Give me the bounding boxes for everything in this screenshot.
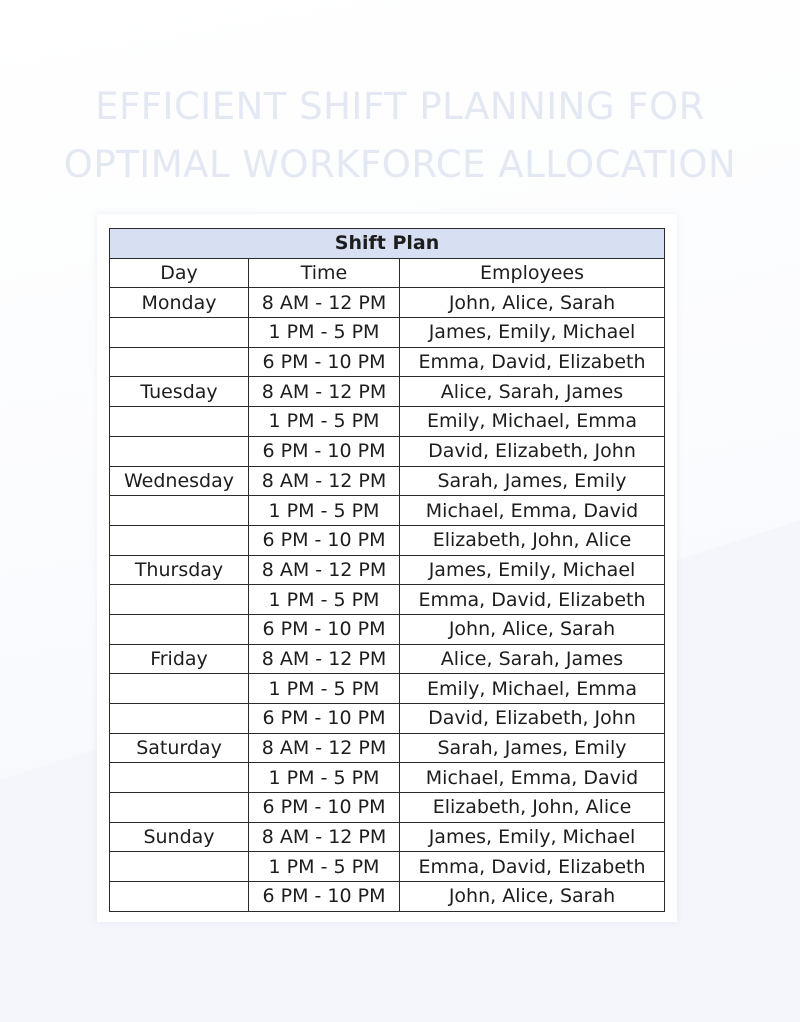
cell-day	[110, 525, 249, 555]
table-row	[110, 793, 665, 823]
table-row	[110, 407, 665, 437]
cell-time: 1 PM - 5 PM	[249, 318, 400, 348]
cell-day: Monday	[110, 288, 249, 318]
table-row	[110, 644, 665, 674]
table-row	[110, 436, 665, 466]
table-row	[110, 496, 665, 526]
table-row	[110, 318, 665, 348]
cell-employees: Emily, Michael, Emma	[400, 407, 665, 437]
table-row	[110, 704, 665, 734]
cell-time: 1 PM - 5 PM	[249, 763, 400, 793]
cell-day	[110, 347, 249, 377]
page-title-line-1: EFFICIENT SHIFT PLANNING FOR	[95, 85, 705, 128]
cell-day: Tuesday	[110, 377, 249, 407]
cell-employees: John, Alice, Sarah	[400, 288, 665, 318]
cell-day	[110, 704, 249, 734]
column-header-day: Day	[110, 258, 249, 288]
cell-employees: James, Emily, Michael	[400, 822, 665, 852]
cell-employees: Elizabeth, John, Alice	[400, 793, 665, 823]
cell-employees: Alice, Sarah, James	[400, 377, 665, 407]
cell-employees: Michael, Emma, David	[400, 763, 665, 793]
cell-time: 8 AM - 12 PM	[249, 733, 400, 763]
cell-employees: James, Emily, Michael	[400, 318, 665, 348]
table-row	[110, 822, 665, 852]
cell-time: 1 PM - 5 PM	[249, 496, 400, 526]
cell-day	[110, 614, 249, 644]
table-row	[110, 347, 665, 377]
cell-time: 8 AM - 12 PM	[249, 377, 400, 407]
table-row	[110, 585, 665, 615]
cell-time: 6 PM - 10 PM	[249, 704, 400, 734]
table-row	[110, 614, 665, 644]
cell-employees: Emma, David, Elizabeth	[400, 585, 665, 615]
cell-employees: Emma, David, Elizabeth	[400, 347, 665, 377]
cell-employees: Michael, Emma, David	[400, 496, 665, 526]
table-row	[110, 377, 665, 407]
table-row	[110, 525, 665, 555]
cell-day	[110, 763, 249, 793]
table-row	[110, 882, 665, 912]
cell-time: 6 PM - 10 PM	[249, 614, 400, 644]
cell-day	[110, 436, 249, 466]
table-body	[110, 288, 665, 911]
table-title-row	[110, 229, 665, 259]
table-row	[110, 674, 665, 704]
cell-day	[110, 585, 249, 615]
cell-employees: Alice, Sarah, James	[400, 644, 665, 674]
cell-time: 8 AM - 12 PM	[249, 644, 400, 674]
cell-time: 8 AM - 12 PM	[249, 288, 400, 318]
cell-day	[110, 793, 249, 823]
table-row	[110, 763, 665, 793]
cell-employees: Sarah, James, Emily	[400, 733, 665, 763]
cell-day: Saturday	[110, 733, 249, 763]
cell-employees: James, Emily, Michael	[400, 555, 665, 585]
column-header-time: Time	[249, 258, 400, 288]
cell-employees: John, Alice, Sarah	[400, 882, 665, 912]
table-row	[110, 466, 665, 496]
cell-day	[110, 407, 249, 437]
shift-plan-table	[109, 228, 665, 912]
cell-employees: Emma, David, Elizabeth	[400, 852, 665, 882]
cell-time: 1 PM - 5 PM	[249, 585, 400, 615]
cell-time: 8 AM - 12 PM	[249, 466, 400, 496]
cell-day: Friday	[110, 644, 249, 674]
cell-time: 8 AM - 12 PM	[249, 555, 400, 585]
cell-time: 6 PM - 10 PM	[249, 347, 400, 377]
cell-time: 1 PM - 5 PM	[249, 852, 400, 882]
table-title: Shift Plan	[110, 229, 665, 259]
cell-time: 6 PM - 10 PM	[249, 525, 400, 555]
cell-employees: Emily, Michael, Emma	[400, 674, 665, 704]
cell-employees: David, Elizabeth, John	[400, 704, 665, 734]
cell-day: Thursday	[110, 555, 249, 585]
cell-time: 8 AM - 12 PM	[249, 822, 400, 852]
cell-day: Sunday	[110, 822, 249, 852]
cell-time: 6 PM - 10 PM	[249, 882, 400, 912]
page-title-line-2: OPTIMAL WORKFORCE ALLOCATION	[63, 143, 737, 186]
cell-employees: Elizabeth, John, Alice	[400, 525, 665, 555]
column-header-employees: Employees	[400, 258, 665, 288]
cell-day	[110, 318, 249, 348]
cell-time: 6 PM - 10 PM	[249, 793, 400, 823]
table-row	[110, 733, 665, 763]
page-title	[0, 78, 800, 194]
cell-time: 6 PM - 10 PM	[249, 436, 400, 466]
cell-employees: Sarah, James, Emily	[400, 466, 665, 496]
table-header-row	[110, 258, 665, 288]
cell-day: Wednesday	[110, 466, 249, 496]
cell-day	[110, 496, 249, 526]
cell-day	[110, 852, 249, 882]
cell-employees: John, Alice, Sarah	[400, 614, 665, 644]
table-row	[110, 555, 665, 585]
table-row	[110, 852, 665, 882]
cell-day	[110, 882, 249, 912]
cell-time: 1 PM - 5 PM	[249, 407, 400, 437]
cell-day	[110, 674, 249, 704]
table-row	[110, 288, 665, 318]
cell-time: 1 PM - 5 PM	[249, 674, 400, 704]
cell-employees: David, Elizabeth, John	[400, 436, 665, 466]
